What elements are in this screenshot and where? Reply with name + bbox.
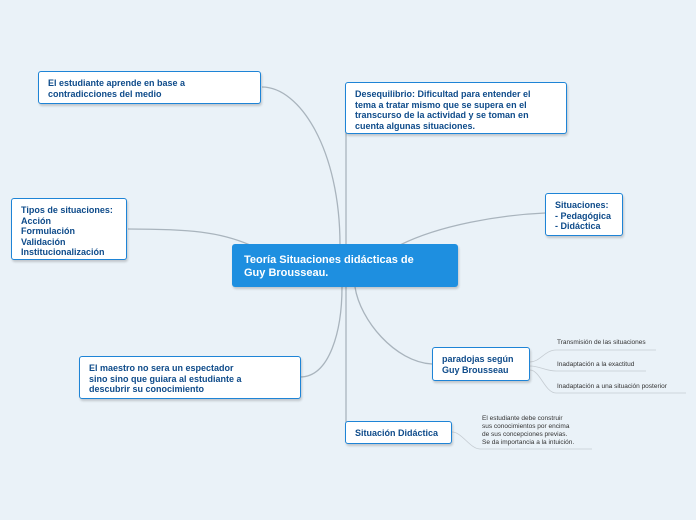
node-paradojas[interactable]: paradojas según Guy Brousseau bbox=[432, 347, 530, 381]
connector-situaciones bbox=[400, 213, 545, 245]
node-desequilibrio[interactable]: Desequilibrio: Dificultad para entender el tema a tratar mismo que se supera en el transcurso de la actividad y se toman en cuenta algunas situaciones. bbox=[345, 82, 567, 134]
node-contradicciones[interactable]: El estudiante aprende en base a contradicciones del medio bbox=[38, 71, 261, 104]
node-situaciones[interactable]: Situaciones: - Pedagógica - Didáctica bbox=[545, 193, 623, 236]
leaf-paradoja-2[interactable]: Inadaptación a la exactitud bbox=[557, 361, 635, 368]
node-tipos-situaciones[interactable]: Tipos de situaciones: Acción Formulación Validación Institucionalización bbox=[11, 198, 127, 260]
node-situacion-didactica[interactable]: Situación Didáctica bbox=[345, 421, 452, 444]
node-maestro[interactable]: El maestro no sera un espectador sino sino que guiara al estudiante a descubrir su conocimiento bbox=[79, 356, 301, 399]
connector-paradojas bbox=[355, 287, 432, 364]
connector-contradicciones bbox=[262, 87, 340, 245]
leaf-paradoja-1[interactable]: Transmisión de las situaciones bbox=[557, 339, 646, 346]
connector-maestro bbox=[300, 287, 342, 377]
leaf-situacion-didactica-note[interactable]: El estudiante debe construir sus conocimientos por encima de sus concepciones previas. Se da importancia a la intuición. bbox=[482, 415, 575, 446]
connector-tipos bbox=[128, 229, 250, 245]
leaf-paradoja-3[interactable]: Inadaptación a una situación posterior bbox=[557, 383, 667, 390]
central-topic[interactable]: Teoría Situaciones didácticas de Guy Brousseau. bbox=[232, 244, 458, 287]
